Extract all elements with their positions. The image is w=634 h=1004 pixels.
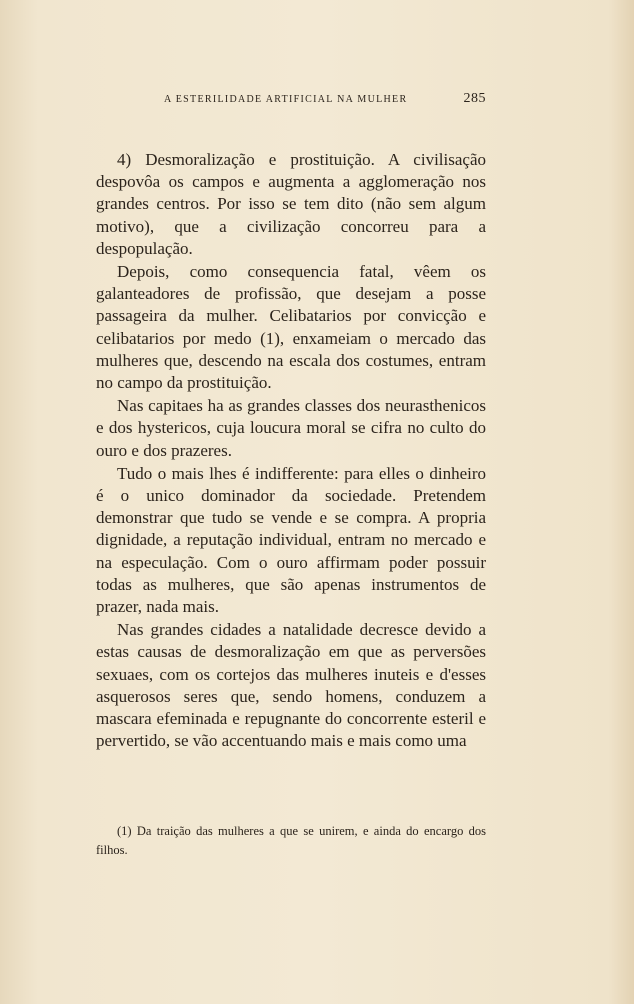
paragraph: Nas grandes cidades a natalidade decresce devido a estas causas de desmoralização em que as perversões sexuaes, com os cortejos das mulheres inuteis e d'esses asquerosos seres que, sendo homens, conduzem a mascara efeminada e repugnante do concorrente esteril e pervertido, se vão accentuando mais e mais como uma xyxy=(96,620,486,751)
body-text xyxy=(96,149,486,752)
paragraph: Tudo o mais lhes é indifferente: para elles o dinheiro é o unico dominador da sociedade. Pretendem demonstrar que tudo se vende e se compra. A propria dignidade, a reputação individual, entram no mercado e na especulação. Com o ouro affirmam poder possuir todas as mulheres, que são apenas instrumentos de prazer, nada mais. xyxy=(96,463,486,617)
paragraph: Depois, como consequencia fatal, vêem os galanteadores de profissão, que desejam a posse passageira da mulher. Celibatarios por convicção e celibatarios por medo (1), enxameiam o mercado das mulheres que, descendo na escala dos costumes, entram no campo da prostituição. xyxy=(96,262,486,393)
running-title: A ESTERILIDADE ARTIFICIAL NA MULHER xyxy=(164,94,408,105)
page-header xyxy=(96,91,486,112)
paragraph: 4) Desmoralização e prostituição. A civilisação despovôa os campos e augmenta a agglomeração nos grandes centros. Por isso se tem dito (não sem algum motivo), que a civilização concorreu para a despopulação. xyxy=(96,150,486,258)
paragraph: Nas capitaes ha as grandes classes dos neurasthenicos e dos hystericos, cuja loucura moral se cifra no culto do ouro e dos prazeres. xyxy=(96,396,486,460)
footnote xyxy=(96,822,486,860)
footnote-text: (1) Da traição das mulheres a que se unirem, e ainda do encargo dos filhos. xyxy=(96,824,486,857)
page-number: 285 xyxy=(463,91,486,106)
